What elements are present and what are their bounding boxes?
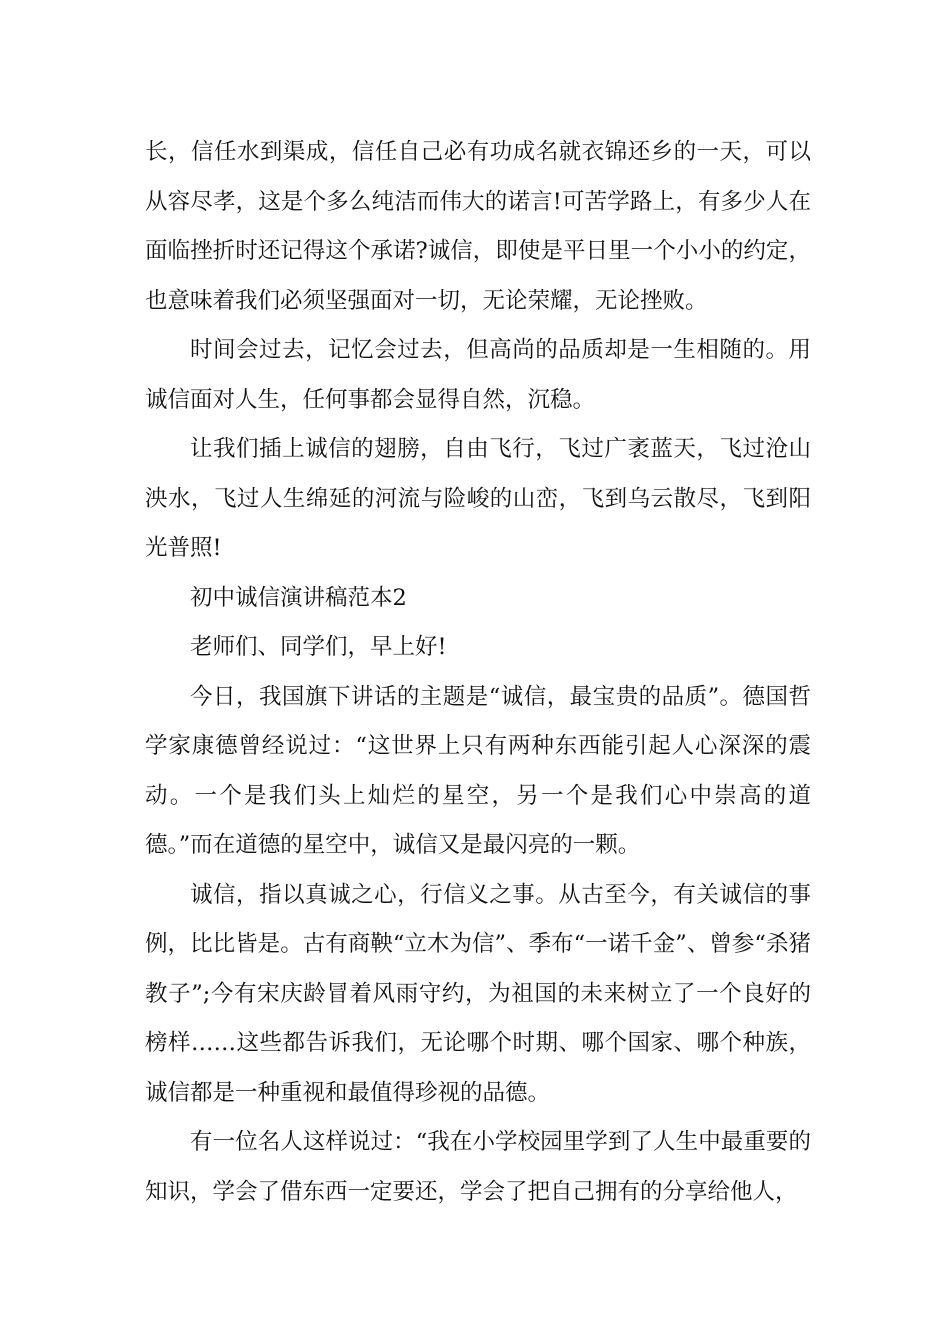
paragraph-continuation: 长，信任水到渠成，信任自己必有功成名就衣锦还乡的一天，可以从容尽孝，这是个多么纯洁而伟大的诺言!可苦学路上，有多少人在面临挫折时还记得这个承诺?诚信，即使是平日里一个小小的约定，也意味着我们必须坚强面对一切，无论荣耀，无论挫败。 xyxy=(145,139,811,314)
paragraph: 诚信，指以真诚之心，行信义之事。从古至今，有关诚信的事例，比比皆是。古有商鞅“立木为信”、季布“一诺千金”、曾参“杀猪教子”;今有宋庆龄冒着风雨守约，为祖国的未来树立了一个良好的榜样……这些都告诉我们，无论哪个时期、哪个国家、哪个种族，诚信都是一种重视和最值得珍视的品德。 xyxy=(145,881,811,1106)
paragraph: 时间会过去，记忆会过去，但高尚的品质却是一生相随的。用诚信面对人生，任何事都会显得自然，沉稳。 xyxy=(145,337,811,413)
section-heading: 初中诚信演讲稿范本2 xyxy=(190,584,407,611)
paragraph: 让我们插上诚信的翅膀，自由飞行，飞过广袤蓝天，飞过沧山泱水，飞过人生绵延的河流与险峻的山峦，飞到乌云散尽，飞到阳光普照! xyxy=(145,436,811,561)
paragraph: 有一位名人这样说过：“我在小学校园里学到了人生中最重要的知识，学会了借东西一定要还，学会了把自己拥有的分享给他人， xyxy=(145,1129,811,1205)
document-body xyxy=(145,128,811,1217)
greeting: 老师们、同学们，早上好! xyxy=(190,634,447,660)
paragraph: 今日，我国旗下讲话的主题是“诚信，最宝贵的品质”。德国哲学家康德曾经说过：“这世界上只有两种东西能引起人心深深的震动。一个是我们头上灿烂的星空，另一个是我们心中崇高的道德。”而在道德的星空中，诚信又是最闪亮的一颗。 xyxy=(145,683,811,858)
